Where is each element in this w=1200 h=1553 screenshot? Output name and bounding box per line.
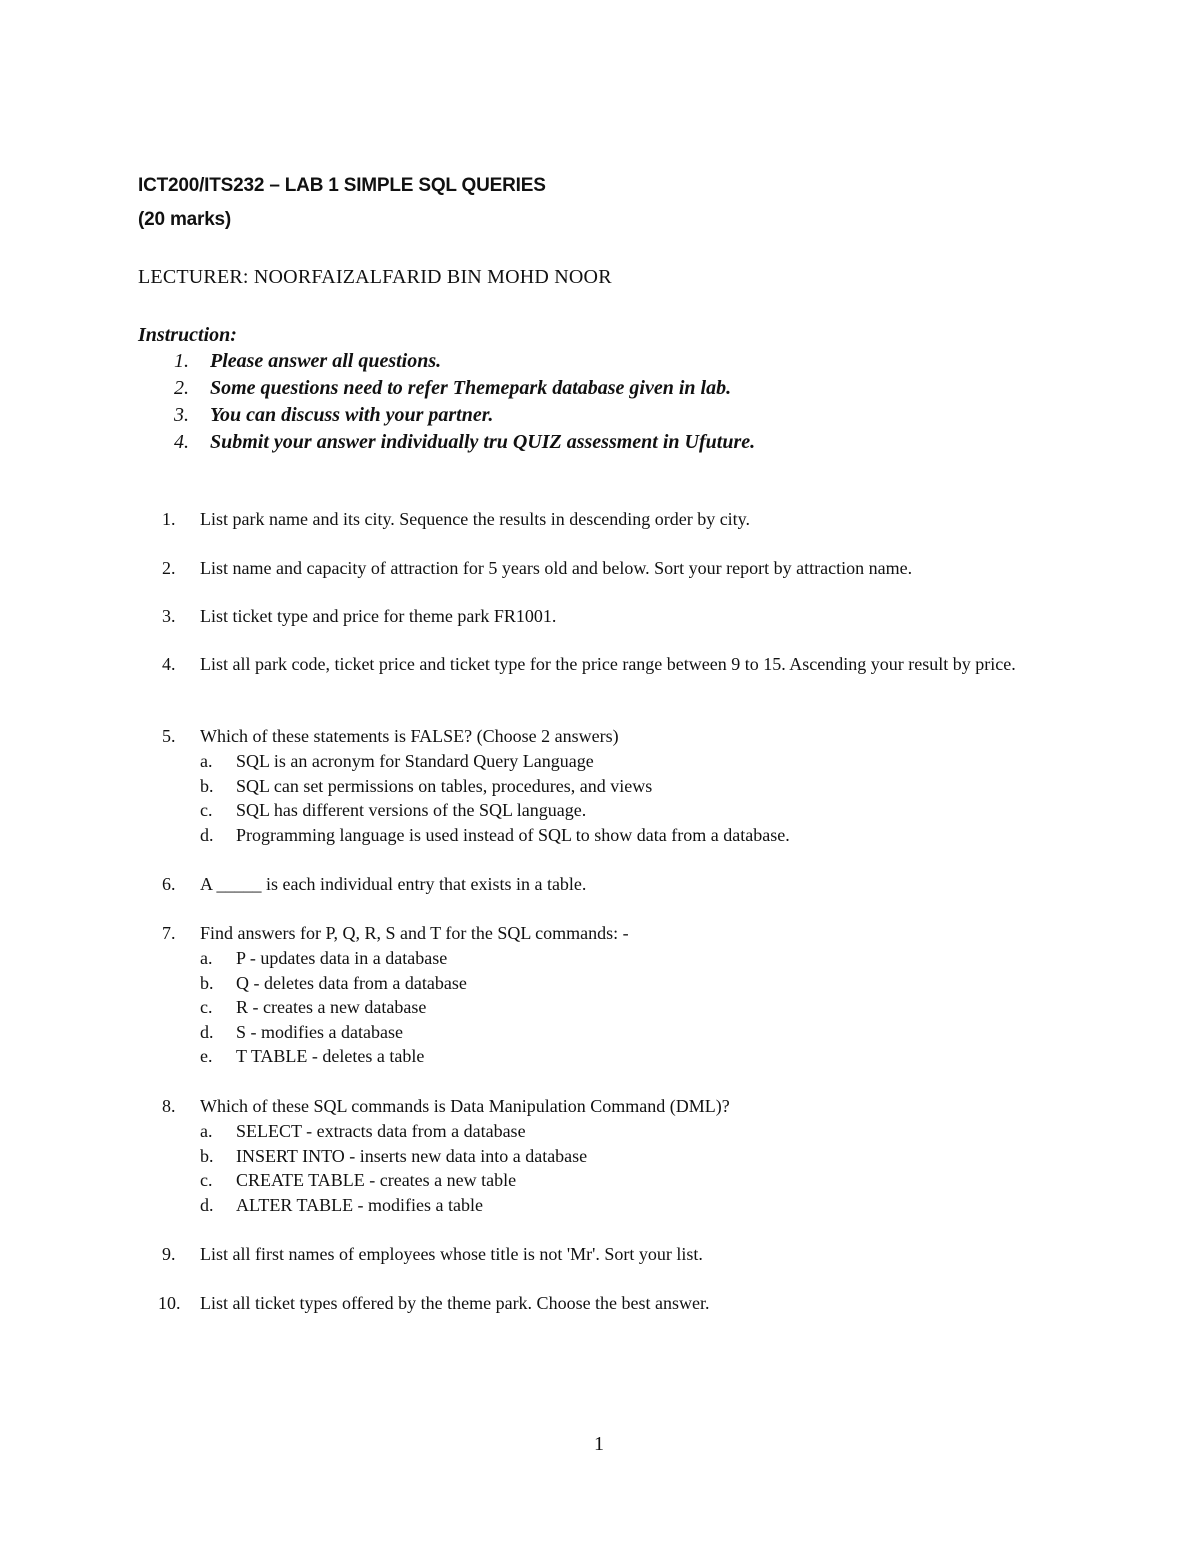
question-number: 10. xyxy=(158,1293,181,1313)
option-text: CREATE TABLE - creates a new table xyxy=(236,1170,517,1190)
option-text: Q - deletes data from a database xyxy=(236,972,467,993)
question-3 xyxy=(162,604,1082,629)
option-letter: b. xyxy=(200,775,214,796)
question-text: Which of these statements is FALSE? (Choose 2 answers) xyxy=(200,726,619,746)
question-1 xyxy=(162,507,1082,532)
option-letter: a. xyxy=(200,751,213,771)
option-letter: b. xyxy=(200,1145,214,1166)
option-text: ALTER TABLE - modifies a table xyxy=(236,1194,484,1215)
question-number: 9. xyxy=(162,1244,176,1264)
option-letter: d. xyxy=(200,824,214,845)
question-number: 5. xyxy=(162,726,176,746)
instruction-number: 3. xyxy=(174,404,189,426)
instruction-number: 2. xyxy=(174,377,189,399)
document-title: ICT200/ITS232 – LAB 1 SIMPLE SQL QUERIES xyxy=(138,175,546,196)
question-number: 7. xyxy=(162,923,176,943)
instruction-heading: Instruction: xyxy=(138,324,237,346)
lecturer-name: LECTURER: NOORFAIZALFARID BIN MOHD NOOR xyxy=(138,266,612,288)
question-10 xyxy=(158,1291,1078,1316)
instruction-text: You can discuss with your partner. xyxy=(210,404,494,426)
option-text: R - creates a new database xyxy=(236,997,427,1017)
instruction-text: Some questions need to refer Themepark database given in lab. xyxy=(210,377,732,399)
option-letter: b. xyxy=(200,972,214,993)
option-list xyxy=(200,946,1082,1069)
question-number: 2. xyxy=(162,558,176,578)
option-letter: d. xyxy=(200,1021,214,1042)
instruction-item xyxy=(138,377,1098,404)
instruction-item xyxy=(138,404,1098,431)
option-text: SQL can set permissions on tables, procedures, and views xyxy=(236,775,653,796)
option-letter: a. xyxy=(200,1121,213,1141)
option-letter: d. xyxy=(200,1194,214,1215)
option-text: SQL is an acronym for Standard Query Language xyxy=(236,751,594,771)
instruction-text: Submit your answer individually tru QUIZ assessment in Ufuture. xyxy=(210,431,756,453)
question-9 xyxy=(162,1242,1082,1267)
question-text: List name and capacity of attraction for 5 years old and below. Sort your report by attraction name. xyxy=(200,558,913,578)
question-2 xyxy=(162,556,1082,581)
option-item xyxy=(200,1193,1082,1218)
question-text: A _____ is each individual entry that exists in a table. xyxy=(200,874,587,894)
option-item xyxy=(200,1020,1082,1045)
instruction-number: 1. xyxy=(174,350,189,372)
question-8 xyxy=(162,1094,1082,1217)
option-item xyxy=(200,971,1082,996)
question-5 xyxy=(162,724,1082,847)
option-item xyxy=(200,1119,1082,1144)
option-item xyxy=(200,1044,1082,1069)
instruction-item xyxy=(138,431,1098,458)
option-item xyxy=(200,1144,1082,1169)
option-text: SQL has different versions of the SQL language. xyxy=(236,800,587,820)
option-text: Programming language is used instead of SQL to show data from a database. xyxy=(236,824,790,845)
option-letter: e. xyxy=(200,1046,213,1066)
option-list xyxy=(200,749,1082,847)
question-text: List park name and its city. Sequence the results in descending order by city. xyxy=(200,509,751,529)
option-item xyxy=(200,749,1082,774)
option-text: SELECT - extracts data from a database xyxy=(236,1121,526,1141)
question-number: 8. xyxy=(162,1096,176,1116)
option-letter: a. xyxy=(200,948,213,968)
option-text: T TABLE - deletes a table xyxy=(236,1046,425,1066)
question-7 xyxy=(162,921,1082,1069)
option-text: INSERT INTO - inserts new data into a database xyxy=(236,1145,588,1166)
option-letter: c. xyxy=(200,800,213,820)
option-text: P - updates data in a database xyxy=(236,948,448,968)
question-number: 1. xyxy=(162,509,176,529)
option-item xyxy=(200,798,1082,823)
option-text: S - modifies a database xyxy=(236,1021,403,1042)
option-item xyxy=(200,1168,1082,1193)
question-text: List ticket type and price for theme park FR1001. xyxy=(200,606,557,626)
instruction-list xyxy=(138,350,1098,458)
question-text: Which of these SQL commands is Data Manipulation Command (DML)? xyxy=(200,1096,730,1116)
question-number: 4. xyxy=(162,654,176,674)
question-number: 6. xyxy=(162,874,176,894)
question-text: List all ticket types offered by the theme park. Choose the best answer. xyxy=(200,1293,710,1313)
option-letter: c. xyxy=(200,997,213,1017)
question-number: 3. xyxy=(162,606,176,626)
option-item xyxy=(200,995,1082,1020)
question-4 xyxy=(162,652,1082,677)
question-text: List all park code, ticket price and ticket type for the price range between 9 to 15. Ascending your result by price. xyxy=(200,654,1016,674)
marks-label: (20 marks) xyxy=(138,209,232,230)
instruction-item xyxy=(138,350,1098,377)
instruction-text: Please answer all questions. xyxy=(210,350,442,372)
question-text: Find answers for P, Q, R, S and T for the SQL commands: - xyxy=(200,923,629,943)
page-number: 1 xyxy=(594,1433,604,1455)
instruction-number: 4. xyxy=(174,431,189,453)
question-text: List all first names of employees whose title is not 'Mr'. Sort your list. xyxy=(200,1244,703,1264)
option-item xyxy=(200,774,1082,799)
option-item xyxy=(200,946,1082,971)
option-letter: c. xyxy=(200,1170,213,1190)
option-item xyxy=(200,823,1082,848)
question-6 xyxy=(162,872,1082,897)
option-list xyxy=(200,1119,1082,1217)
